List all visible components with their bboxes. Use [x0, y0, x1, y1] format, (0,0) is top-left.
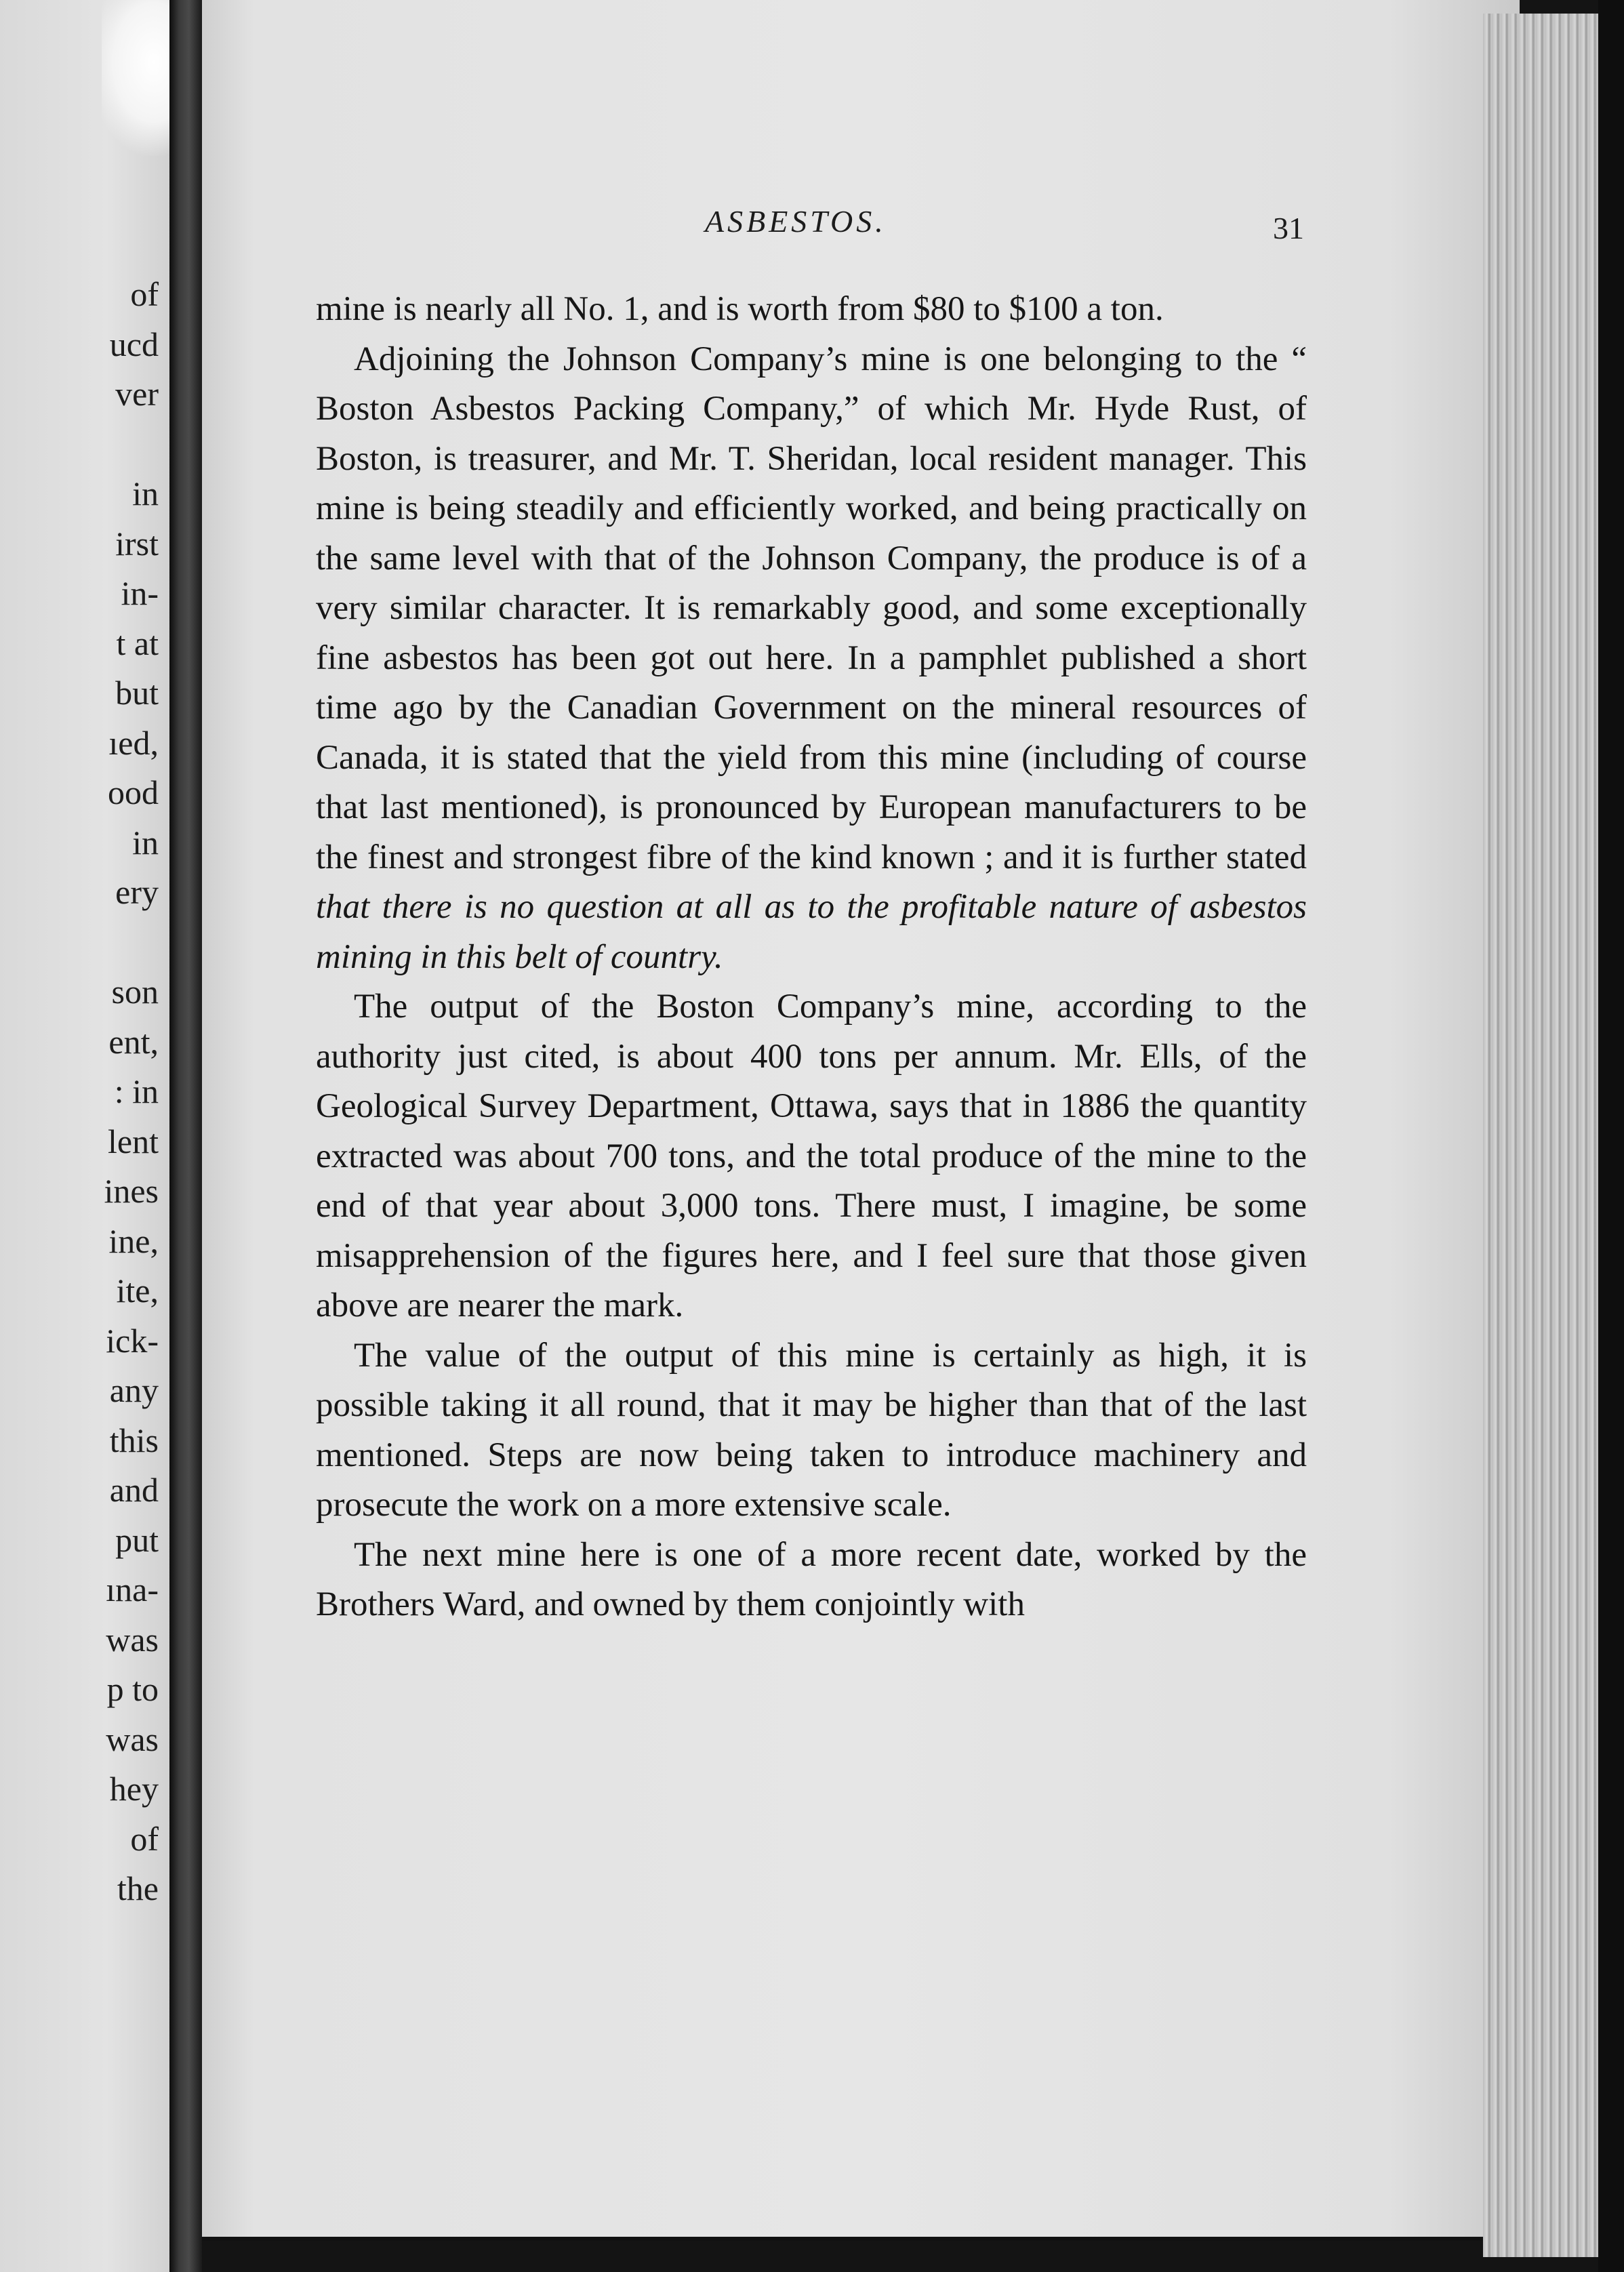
italic-text: that there is no question at all as to the profitable nature of asbestos mining in this belt of country.: [316, 888, 1307, 976]
left-fragment: ite,: [116, 1272, 159, 1310]
left-fragment: lent: [108, 1122, 159, 1160]
left-fragment: but: [115, 674, 159, 712]
left-page-text-fragments: [104, 270, 159, 1914]
paragraph: [316, 285, 1307, 335]
left-fragment: ucd: [109, 325, 159, 363]
left-fragment: and: [109, 1471, 159, 1509]
left-facing-page: [0, 0, 178, 2272]
text-run: mine is nearly all No. 1, and is worth from $80 to $100 a ton.: [316, 290, 1164, 328]
left-fragment: this: [109, 1421, 159, 1459]
left-fragment: the: [117, 1869, 159, 1907]
paragraph: [316, 1331, 1307, 1530]
left-fragment: [104, 420, 159, 470]
left-fragment: hey: [109, 1770, 159, 1808]
text-run: The next mine here is one of a more recent date, worked by the Brothers Ward, and owned by them conjointly with: [316, 1535, 1307, 1623]
left-fragment: [104, 918, 159, 968]
left-fragment: son: [111, 973, 159, 1011]
left-fragment: in-: [121, 574, 159, 612]
left-fragment: of: [130, 275, 159, 313]
left-fragment: of: [130, 1819, 159, 1858]
text-run: The output of the Boston Company’s mine, according to the authority just cited, is about 400 tons per annum. Mr. Ells, of the Geological Survey Department, Ottawa, says that in 1886 the quantity extracted was about 700 tons, and the total produce of the mine to the end of that year about 3,000 tons. There must, I imagine, be some misapprehension of the figures here, and I feel sure that those given above are nearer the mark.: [316, 988, 1307, 1324]
left-fragment: ood: [108, 773, 159, 811]
left-fragment: t at: [116, 624, 159, 662]
running-title: ASBESTOS.: [705, 204, 887, 239]
scan-border: [1598, 0, 1624, 2272]
left-fragment: was: [106, 1620, 159, 1659]
left-fragment: p to: [106, 1670, 159, 1708]
left-fragment: ver: [115, 375, 159, 413]
paragraph: [316, 335, 1307, 983]
book-gutter: [169, 0, 202, 2272]
left-fragment: any: [109, 1371, 159, 1409]
left-fragment: ine,: [108, 1221, 159, 1260]
left-fragment: ery: [115, 873, 159, 911]
page-edges: [1483, 14, 1598, 2257]
left-fragment: irst: [115, 524, 159, 563]
left-fragment: ines: [104, 1172, 159, 1210]
left-fragment: ick-: [106, 1321, 159, 1360]
body-text: [316, 285, 1307, 1630]
text-run: The value of the output of this mine is certainly as high, it is possible taking it all round, that it may be higher than that of the last mentioned. Steps are now being taken to introduce machinery and prosecute the work on a more extensive scale.: [316, 1336, 1307, 1524]
left-fragment: ent,: [108, 1022, 159, 1061]
torn-paper-patch: [102, 0, 178, 156]
left-fragment: in: [132, 474, 159, 512]
paragraph: [316, 1530, 1307, 1630]
text-run: Adjoining the Johnson Company’s mine is one belonging to the “ Boston Asbestos Packing Company,” of which Mr. Hyde Rust, of Boston, is treasurer, and Mr. T. Sheridan, local resident manager. This mine is being steadily and efficiently worked, and being practically on the same level with that of the Johnson Company, the produce is of a very similar character. It is remarkably good, and some exceptionally fine asbestos has been got out here. In a pamphlet published a short time ago by the Canadian Government on the mineral resources of Canada, it is stated that the yield from this mine (including of course that last mentioned), is pronounced by European manufacturers to be the finest and strongest fibre of the kind known ; and it is further stated: [316, 340, 1307, 876]
left-fragment: put: [115, 1520, 159, 1559]
paragraph: [316, 982, 1307, 1331]
left-fragment: : in: [114, 1072, 159, 1110]
left-fragment: ıed,: [108, 723, 159, 762]
left-fragment: in: [132, 823, 159, 861]
left-fragment: was: [106, 1720, 159, 1758]
left-fragment: ına-: [106, 1570, 159, 1608]
page-number: 31: [1273, 211, 1304, 245]
